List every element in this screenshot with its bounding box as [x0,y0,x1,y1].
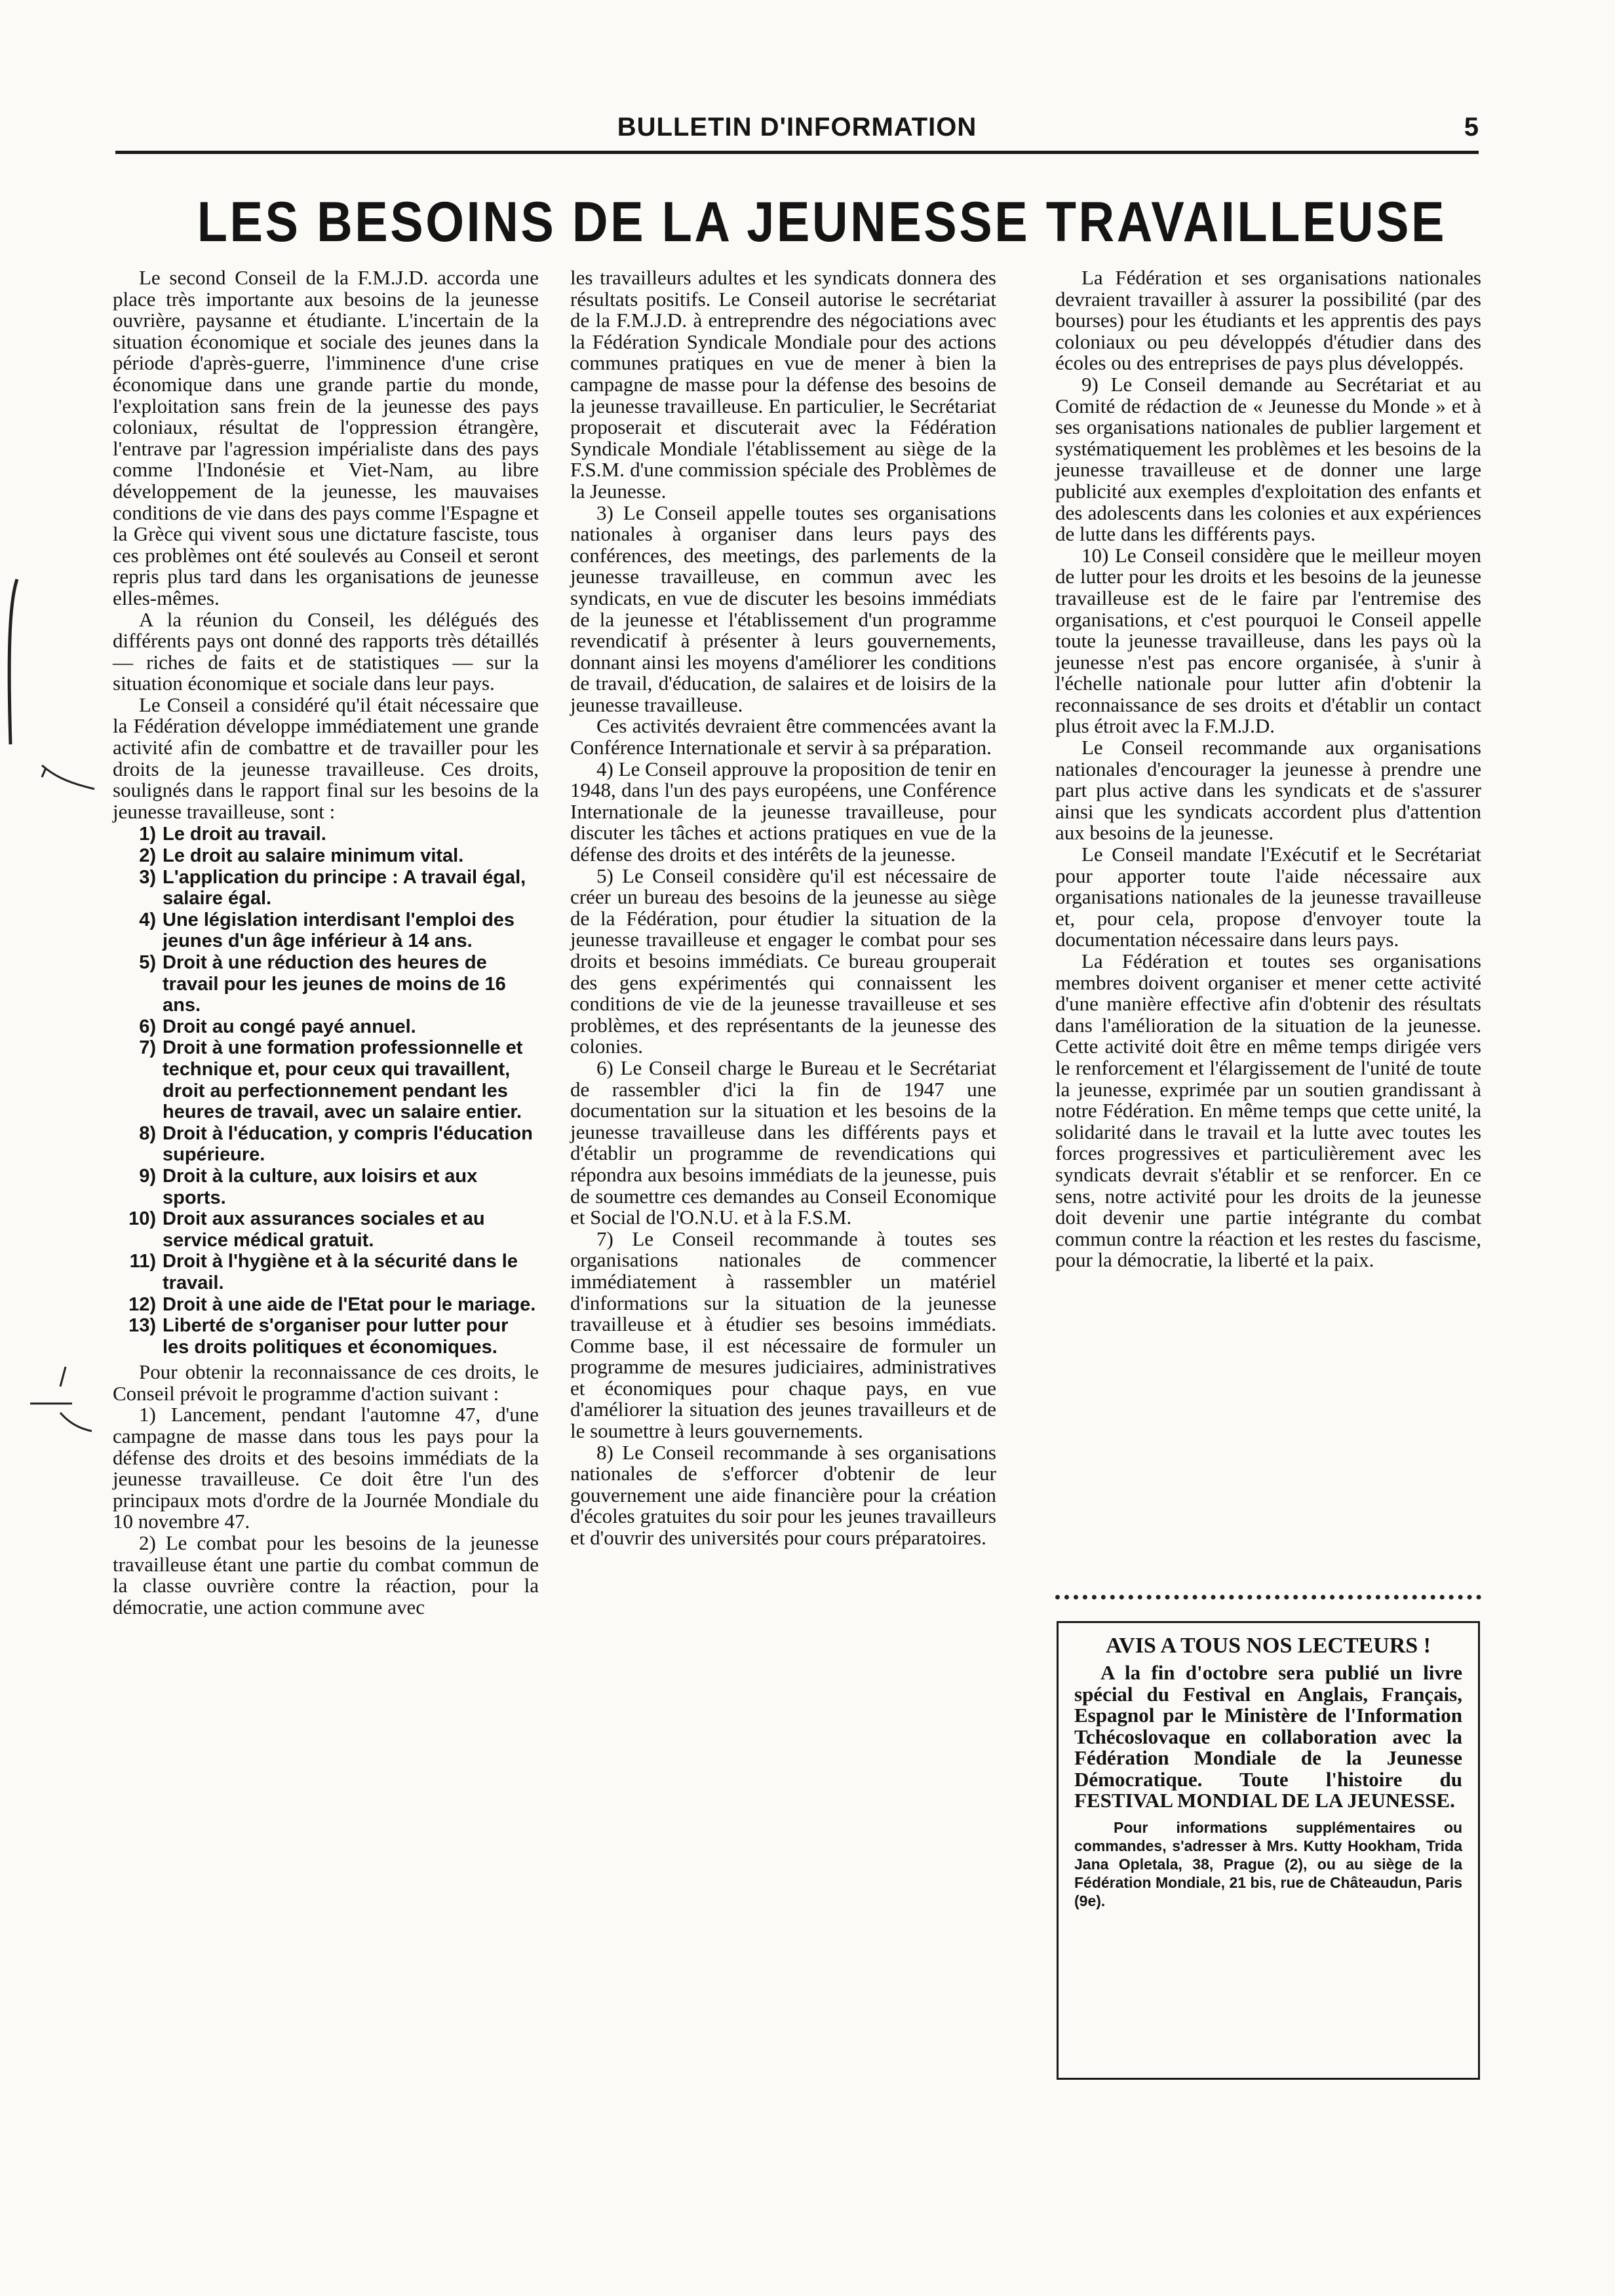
notice-title: AVIS A TOUS NOS LECTEURS ! [1105,1634,1431,1658]
rights-list-item [119,1123,539,1166]
paragraph: 1) Lancement, pendant l'automne 47, d'une campagne de masse dans tous les pays pour la défense des droits et des besoins immédiats de la jeunesse travailleuse. Ce doit être l'un des principaux mots d'ordre de la Journée Mondiale du 10 novembre 47. [113,1403,539,1533]
rights-list-item [119,1208,539,1251]
paragraph: Le second Conseil de la F.M.J.D. accorda une place très importante aux besoins de la jeunesse ouvrière, paysanne et étudiante. L'incertain de la situation économique et sociale des jeunes dans la période d'après-guerre, l'imminence d'une crise économique dans une grande partie du monde, l'exploitation sans frein de la jeunesse des pays coloniaux, résultat de l'oppression étrangère, l'entrave par l'agression impérialiste dans des pays comme l'Indonésie et Viet-Nam, au libre développement de la jeunesse, les mauvaises conditions de vie dans des pays comme l'Espagne et la Grèce qui vivent sous une dictature fasciste, tous ces problèmes ont été soulevés au Conseil et seront repris plus tard dans les organisations de jeunesse elles-mêmes. [113,266,539,609]
dotted-divider [1055,1595,1481,1606]
rights-list-item [119,1166,539,1208]
item-number: 3) [139,866,156,888]
item-text: Droit à une aide de l'Etat pour le mariage. [163,1293,536,1315]
item-text: Droit à une réduction des heures de travail pour les jeunes de moins de 16 ans. [163,952,506,1016]
notice-body: A la fin d'octobre sera publié un livre spécial du Festival en Anglais, Français, Espagnol par le Ministère de l'Information Tchécoslovaque en collaboration avec la Fédération Mondiale de la Jeunesse Démocratique. Toute l'histoire du FESTIVAL MONDIAL DE LA JEUNESSE. [1074,1661,1462,1812]
item-text: Droit au congé payé annuel. [163,1016,416,1037]
item-text: Droit à l'éducation, y compris l'éducation supérieure. [163,1122,533,1166]
item-number: 13) [128,1315,156,1337]
paragraph: Le Conseil recommande aux organisations nationales d'encourager la jeunesse à prendre une part plus active dans les syndicats et de s'assurer ainsi que les syndicats accordent plus d'attention aux besoins de la jeunesse. [1055,736,1481,845]
notice-box [1057,1621,1480,2080]
article-column-2 [570,267,996,1549]
bulletin-title: BULLETIN D'INFORMATION [617,113,977,142]
article-column-3 [1055,267,1481,1271]
item-text: Le droit au travail. [163,824,326,845]
rights-list-item [119,1251,539,1293]
item-number: 5) [139,952,156,973]
item-number: 2) [139,845,156,867]
paragraph: 9) Le Conseil demande au Secrétariat et au Comité de rédaction de « Jeunesse du Monde » et à ses organisations nationales de publier largement et systématiquement les problèmes et les besoins de la jeunesse travailleuse et de donner une large publicité aux exemples d'exploitation des enfants et des adolescents dans les colonies et aux expériences de lutte dans les différents pays. [1055,372,1481,546]
item-number: 8) [139,1122,156,1144]
item-text: Droit à la culture, aux loisirs et aux sports. [163,1165,478,1208]
article-headline: LES BESOINS DE LA JEUNESSE TRAVAILLEUSE [197,191,1447,254]
rights-list-item [119,1037,539,1122]
item-number: 4) [139,909,156,930]
item-text: L'application du principe : A travail égal, salaire égal. [163,866,526,909]
item-text: Droit à l'hygiène et à la sécurité dans le travail. [163,1251,518,1293]
paragraph: 7) Le Conseil recommande à toutes ses organisations nationales de commencer immédiatement à rassembler un matériel d'informations sur la situation de la jeunesse travailleuse et à étudier ses besoins immédiats. Comme base, il est nécessaire de formuler un programme de mesures judiciaires, administratives et économiques pour chaque pays, en vue d'améliorer la situation des jeunes travailleurs et de le soumettre à leurs gouvernements. [570,1227,996,1443]
item-text: Droit aux assurances sociales et au service médical gratuit. [163,1208,485,1251]
rights-list-item [119,845,539,867]
rights-list-item [119,1315,539,1358]
paragraph: A la réunion du Conseil, les délégués des différents pays ont donné des rapports très détaillés — riches de faits et de statistiques — sur la situation économique et sociale dans leur pays. [113,607,539,695]
paragraph: 3) Le Conseil appelle toutes ses organisations nationales à organiser dans leurs pays des conférences, des meetings, des parlements de la jeunesse travailleuse, en commun avec les syndicats, en vue de discuter les besoins immédiats de la jeunesse et l'établissement d'un programme revendicatif à présenter à leurs gouvernements, donnant ainsi les moyens d'améliorer les conditions de travail, d'éducation, de salaires et de loisirs de la jeunesse travailleuse. [570,501,996,716]
item-number: 11) [129,1251,156,1272]
notice-contact: Pour informations supplémentaires ou commandes, s'adresser à Mrs. Kutty Hookham, Trida Jana Opletala, 38, Prague (2), ou au siège de la Fédération Mondiale, 21 bis, rue de Châteaudun, Paris (9e). [1074,1818,1462,1909]
paragraph: 5) Le Conseil considère qu'il est nécessaire de créer un bureau des besoins de la jeunesse au siège de la Fédération, pour étudier la situation de la jeunesse travailleuse et engager le combat pour ses droits et besoins immédiats. Ce bureau grouperait des gens expérimentés qui connaissent les conditions de vie de la jeunesse travailleuse et ses problèmes, et des représentants de la jeunesse des colonies. [570,864,996,1058]
item-number: 7) [139,1037,156,1059]
item-text: Le droit au salaire minimum vital. [163,845,464,867]
item-number: 6) [139,1016,156,1037]
paragraph: Pour obtenir la reconnaissance de ces droits, le Conseil prévoit le programme d'action suivant : [113,1360,539,1405]
margin-check-mark [39,760,98,799]
paragraph: La Fédération et ses organisations nationales devraient travailler à assurer la possibilité (par des bourses) pour les étudiants et les apprentis des pays coloniaux ou peu développés d'étudier dans des écoles ou des entreprises de pays plus développés. [1055,266,1481,375]
paragraph: Ces activités devraient être commencées avant la Conférence Internationale et servir à sa préparation. [570,714,996,759]
paragraph: La Fédération et toutes ses organisations membres doivent organiser et mener cette activité d'une manière effective afin d'obtenir des résultats dans l'amélioration de la situation de la jeunesse. Cette activité doit être en même temps dirigée vers le renforcement et l'élargissement de l'unité de toute la jeunesse, exprimée par un soutien grandissant à notre Fédération. En même temps que cette unité, la solidarité dans le travail et la lutte avec toutes les forces progressives et particulièrement avec les syndicats devrait s'établir et se renforcer. En ce sens, notre activité pour les droits de la jeunesse doit devenir une partie intégrante du combat commun contre la réaction et les restes du fascisme, pour la démocratie, la liberté et la paix. [1055,949,1481,1272]
item-number: 1) [139,824,156,845]
article-column-1 [113,267,539,1618]
margin-arrow-mark [26,1363,98,1442]
rights-list-item [119,909,539,952]
paragraph: 8) Le Conseil recommande à ses organisations nationales de s'efforcer d'obtenir de leur gouvernement une aide financière pour la création d'écoles gratuites du soir pour les jeunes travailleurs et d'ouvrir des universités pour cours préparatoires. [570,1440,996,1550]
rights-list-item [119,1294,539,1316]
paragraph: 10) Le Conseil considère que le meilleur moyen de lutter pour les droits et les besoins de la jeunesse travailleuse est de le faire par l'entremise des organisations, et c'est pourquoi le Conseil appelle toute la jeunesse travailleuse, dans les pays où la jeunesse n'est pas encore organisée, à s'unir à l'échelle nationale pour lutter afin d'obtenir la reconnaissance de ses droits et d'établir un contact plus étroit avec la F.M.J.D. [1055,543,1481,738]
bulletin-header [115,113,1479,154]
paragraph: les travailleurs adultes et les syndicats donnera des résultats positifs. Le Conseil autorise le secrétariat de la F.M.J.D. à entreprendre des négociations avec la Fédération Syndicale Mondiale pour des actions communes pratiques en vue de mener à bien la campagne de masse pour la défense des besoins de la jeunesse travailleuse. En particulier, le Secrétariat proposerait et discuterait avec la Fédération Syndicale Mondiale l'établissement au siège de la F.S.M. d'une commission spéciale des Problèmes de la Jeunesse. [570,266,996,503]
item-number: 12) [128,1293,156,1315]
paragraph: 6) Le Conseil charge le Bureau et le Secrétariat de rassembler d'ici la fin de 1947 une documentation sur la situation et les besoins de la jeunesse travailleuse dans les différents pays et d'établir un programme de revendications qui répondra aux besoins immédiats de la jeunesse, puis de soumettre ces demandes au Conseil Economique et Social de l'O.N.U. et à la F.S.M. [570,1056,996,1229]
rights-list [113,824,539,1358]
paragraph: 2) Le combat pour les besoins de la jeunesse travailleuse étant une partie du combat commun de la classe ouvrière contre la réaction, pour la démocratie, une action commune avec [113,1531,539,1618]
rights-list-item [119,824,539,845]
page-number: 5 [1464,113,1479,142]
margin-bracket-mark [3,577,22,747]
rights-list-item [119,867,539,909]
item-text: Droit à une formation professionnelle et technique et, pour ceux qui travaillent, droit au perfectionnement pendant les heures de travail, avec un salaire entier. [163,1037,523,1123]
paragraph: Le Conseil mandate l'Exécutif et le Secrétariat pour apporter toute l'aide nécessaire aux organisations nationales de la jeunesse travailleuse et, pour cela, propose d'envoyer toute la documentation nécessaire dans leurs pays. [1055,843,1481,951]
item-text: Une législation interdisant l'emploi des jeunes d'un âge inférieur à 14 ans. [163,909,515,952]
rights-list-item [119,1016,539,1038]
paragraph: 4) Le Conseil approuve la proposition de tenir en 1948, dans l'un des pays européens, une Conférence Internationale de la jeunesse travailleuse, pour discuter les tâches et actions pratiques en vue de la défense des droits et des intérêts de la jeunesse. [570,757,996,866]
item-text: Liberté de s'organiser pour lutter pour les droits politiques et économiques. [163,1315,509,1358]
item-number: 9) [139,1165,156,1187]
paragraph: Le Conseil a considéré qu'il était nécessaire que la Fédération développe immédiatement une grande activité afin de combattre et de travailler pour les droits de la jeunesse travailleuse. Ces droits, soulignés dans le rapport final sur les besoins de la jeunesse travailleuse, sont : [113,693,539,823]
rights-list-item [119,952,539,1016]
item-number: 10) [128,1208,156,1230]
